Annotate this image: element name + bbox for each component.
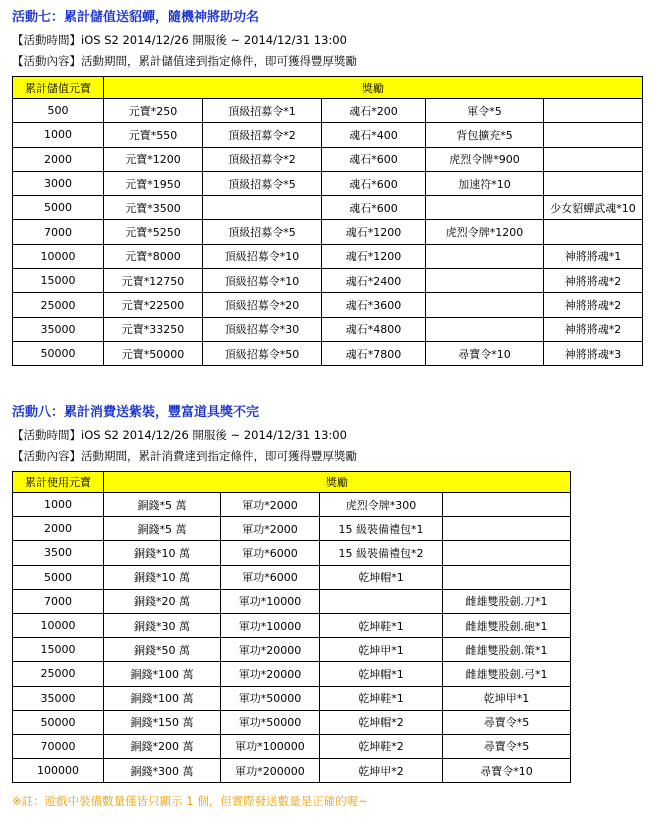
reward-cell: 雌雄雙股劍.策*1 xyxy=(443,638,571,662)
reward-cell: 頂級招募令*30 xyxy=(203,317,322,341)
reward-cell: 魂石*4800 xyxy=(322,317,426,341)
reward-cell: 銅錢*150 萬 xyxy=(104,710,221,734)
reward-cell xyxy=(426,293,544,317)
reward-cell: 頂級招募令*5 xyxy=(203,171,322,195)
table-row xyxy=(13,293,643,317)
reward-cell: 乾坤鞋*2 xyxy=(320,734,443,758)
threshold-cell: 35000 xyxy=(13,686,104,710)
reward-cell: 雌雄雙股劍.弓*1 xyxy=(443,662,571,686)
reward-cell: 虎烈令牌*300 xyxy=(320,493,443,517)
reward-cell: 頂級招募令*5 xyxy=(203,220,322,244)
reward-cell: 元寶*1200 xyxy=(104,147,203,171)
table-row xyxy=(13,662,571,686)
table-row xyxy=(13,171,643,195)
reward-cell xyxy=(426,196,544,220)
reward-cell: 乾坤帽*1 xyxy=(320,662,443,686)
table-row xyxy=(13,759,571,783)
reward-cell: 乾坤甲*2 xyxy=(320,759,443,783)
reward-cell: 銅錢*200 萬 xyxy=(104,734,221,758)
reward-cell: 軍功*20000 xyxy=(221,662,320,686)
threshold-cell: 25000 xyxy=(13,293,104,317)
reward-cell: 魂石*2400 xyxy=(322,269,426,293)
reward-cell: 軍功*200000 xyxy=(221,759,320,783)
threshold-cell: 70000 xyxy=(13,734,104,758)
threshold-cell: 10000 xyxy=(13,244,104,268)
reward-cell: 魂石*600 xyxy=(322,171,426,195)
reward-cell: 魂石*400 xyxy=(322,123,426,147)
table-row xyxy=(13,541,571,565)
table-row xyxy=(13,220,643,244)
reward-cell: 雌雄雙股劍.砲*1 xyxy=(443,613,571,637)
reward-cell: 軍功*2000 xyxy=(221,517,320,541)
reward-cell: 軍功*20000 xyxy=(221,638,320,662)
reward-cell: 軍功*6000 xyxy=(221,565,320,589)
event7-header-threshold: 累計儲值元寶 xyxy=(13,77,104,99)
threshold-cell: 2000 xyxy=(13,517,104,541)
threshold-cell: 15000 xyxy=(13,269,104,293)
table-row xyxy=(13,638,571,662)
reward-cell: 軍功*50000 xyxy=(221,686,320,710)
table-row xyxy=(13,123,643,147)
reward-cell: 乾坤鞋*1 xyxy=(320,686,443,710)
reward-cell xyxy=(544,99,643,123)
reward-cell xyxy=(544,220,643,244)
reward-cell xyxy=(443,565,571,589)
reward-cell: 少女貂蟬武魂*10 xyxy=(544,196,643,220)
reward-cell: 雌雄雙股劍.刀*1 xyxy=(443,589,571,613)
reward-cell: 魂石*7800 xyxy=(322,341,426,365)
reward-cell: 虎烈令牌*1200 xyxy=(426,220,544,244)
reward-cell: 頂級招募令*2 xyxy=(203,147,322,171)
reward-cell: 魂石*1200 xyxy=(322,220,426,244)
event7-time: 【活動時間】iOS S2 2014/12/26 開服後 ~ 2014/12/31 13:00 xyxy=(12,33,347,47)
reward-cell: 頂級招募令*10 xyxy=(203,244,322,268)
reward-cell xyxy=(544,147,643,171)
reward-cell: 魂石*1200 xyxy=(322,244,426,268)
reward-cell xyxy=(426,269,544,293)
reward-cell: 頂級招募令*20 xyxy=(203,293,322,317)
reward-cell: 軍功*6000 xyxy=(221,541,320,565)
threshold-cell: 7000 xyxy=(13,589,104,613)
reward-cell: 元寶*250 xyxy=(104,99,203,123)
reward-cell: 背包擴充*5 xyxy=(426,123,544,147)
reward-cell xyxy=(426,317,544,341)
table-row xyxy=(13,99,643,123)
reward-cell xyxy=(544,171,643,195)
table-row xyxy=(13,710,571,734)
threshold-cell: 5000 xyxy=(13,565,104,589)
reward-cell: 元寶*3500 xyxy=(104,196,203,220)
reward-cell: 元寶*5250 xyxy=(104,220,203,244)
reward-cell: 元寶*550 xyxy=(104,123,203,147)
reward-cell: 15 級裝備禮包*1 xyxy=(320,517,443,541)
reward-cell: 神將將魂*1 xyxy=(544,244,643,268)
table-row xyxy=(13,147,643,171)
threshold-cell: 3500 xyxy=(13,541,104,565)
reward-cell: 軍功*50000 xyxy=(221,710,320,734)
threshold-cell: 3000 xyxy=(13,171,104,195)
event8-content: 【活動內容】活動期間，累計消費達到指定條件，即可獲得豐厚獎勵 xyxy=(12,449,357,463)
event8-title: 活動八：累計消費送紫裝，豐富道具獎不完 xyxy=(12,405,260,420)
event7-table xyxy=(12,76,643,366)
table-row xyxy=(13,244,643,268)
reward-cell: 加速符*10 xyxy=(426,171,544,195)
table-row xyxy=(13,517,571,541)
footnote: ※註：遊戲中裝備數量僅皆只顯示 1 個，但實際發送數量是正確的喔~ xyxy=(12,794,368,808)
reward-cell: 元寶*22500 xyxy=(104,293,203,317)
reward-cell: 魂石*600 xyxy=(322,147,426,171)
reward-cell: 銅錢*10 萬 xyxy=(104,541,221,565)
reward-cell: 神將將魂*2 xyxy=(544,317,643,341)
threshold-cell: 35000 xyxy=(13,317,104,341)
reward-cell: 魂石*200 xyxy=(322,99,426,123)
reward-cell: 尋寶令*10 xyxy=(426,341,544,365)
reward-cell: 乾坤帽*1 xyxy=(320,565,443,589)
event8-table xyxy=(12,471,571,783)
reward-cell: 銅錢*100 萬 xyxy=(104,662,221,686)
reward-cell: 乾坤帽*2 xyxy=(320,710,443,734)
reward-cell: 乾坤甲*1 xyxy=(443,686,571,710)
reward-cell: 銅錢*50 萬 xyxy=(104,638,221,662)
event7-title: 活動七：累計儲值送貂蟬，隨機神將助功名 xyxy=(12,10,260,25)
reward-cell xyxy=(203,196,322,220)
table-row xyxy=(13,317,643,341)
reward-cell: 元寶*50000 xyxy=(104,341,203,365)
threshold-cell: 1000 xyxy=(13,493,104,517)
reward-cell: 15 級裝備禮包*2 xyxy=(320,541,443,565)
reward-cell: 頂級招募令*10 xyxy=(203,269,322,293)
reward-cell xyxy=(443,517,571,541)
reward-cell: 銅錢*100 萬 xyxy=(104,686,221,710)
threshold-cell: 25000 xyxy=(13,662,104,686)
threshold-cell: 10000 xyxy=(13,613,104,637)
table-row xyxy=(13,734,571,758)
reward-cell: 魂石*600 xyxy=(322,196,426,220)
reward-cell: 銅錢*300 萬 xyxy=(104,759,221,783)
reward-cell: 尋寶令*5 xyxy=(443,734,571,758)
reward-cell xyxy=(443,493,571,517)
table-row xyxy=(13,613,571,637)
event7-content: 【活動內容】活動期間，累計儲值達到指定條件，即可獲得豐厚獎勵 xyxy=(12,54,357,68)
threshold-cell: 15000 xyxy=(13,638,104,662)
threshold-cell: 1000 xyxy=(13,123,104,147)
reward-cell xyxy=(443,541,571,565)
reward-cell: 魂石*3600 xyxy=(322,293,426,317)
reward-cell: 尋寶令*10 xyxy=(443,759,571,783)
reward-cell xyxy=(544,123,643,147)
reward-cell: 神將將魂*3 xyxy=(544,341,643,365)
event8-header-reward: 獎勵 xyxy=(104,472,571,493)
threshold-cell: 2000 xyxy=(13,147,104,171)
table-row xyxy=(13,196,643,220)
event8-time: 【活動時間】iOS S2 2014/12/26 開服後 ~ 2014/12/31 13:00 xyxy=(12,428,347,442)
event8-header-threshold: 累計使用元寶 xyxy=(13,472,104,493)
reward-cell: 元寶*1950 xyxy=(104,171,203,195)
reward-cell: 銅錢*5 萬 xyxy=(104,517,221,541)
reward-cell: 銅錢*20 萬 xyxy=(104,589,221,613)
reward-cell: 元寶*12750 xyxy=(104,269,203,293)
reward-cell: 乾坤甲*1 xyxy=(320,638,443,662)
table-row xyxy=(13,493,571,517)
reward-cell: 銅錢*10 萬 xyxy=(104,565,221,589)
threshold-cell: 50000 xyxy=(13,341,104,365)
reward-cell: 乾坤鞋*1 xyxy=(320,613,443,637)
reward-cell: 神將將魂*2 xyxy=(544,269,643,293)
reward-cell xyxy=(426,244,544,268)
reward-cell: 神將將魂*2 xyxy=(544,293,643,317)
threshold-cell: 7000 xyxy=(13,220,104,244)
reward-cell: 元寶*8000 xyxy=(104,244,203,268)
reward-cell: 頂級招募令*2 xyxy=(203,123,322,147)
reward-cell: 虎烈令牌*900 xyxy=(426,147,544,171)
reward-cell: 頂級招募令*1 xyxy=(203,99,322,123)
reward-cell: 頂級招募令*50 xyxy=(203,341,322,365)
reward-cell: 銅錢*30 萬 xyxy=(104,613,221,637)
table-row xyxy=(13,686,571,710)
reward-cell: 軍功*10000 xyxy=(221,613,320,637)
reward-cell: 軍功*10000 xyxy=(221,589,320,613)
reward-cell: 銅錢*5 萬 xyxy=(104,493,221,517)
reward-cell: 尋寶令*5 xyxy=(443,710,571,734)
event7-header-reward: 獎勵 xyxy=(104,77,643,99)
table-row xyxy=(13,565,571,589)
reward-cell: 軍令*5 xyxy=(426,99,544,123)
threshold-cell: 100000 xyxy=(13,759,104,783)
threshold-cell: 5000 xyxy=(13,196,104,220)
reward-cell: 軍功*2000 xyxy=(221,493,320,517)
table-row xyxy=(13,341,643,365)
reward-cell: 軍功*100000 xyxy=(221,734,320,758)
threshold-cell: 50000 xyxy=(13,710,104,734)
table-row xyxy=(13,269,643,293)
table-row xyxy=(13,589,571,613)
threshold-cell: 500 xyxy=(13,99,104,123)
reward-cell xyxy=(320,589,443,613)
reward-cell: 元寶*33250 xyxy=(104,317,203,341)
